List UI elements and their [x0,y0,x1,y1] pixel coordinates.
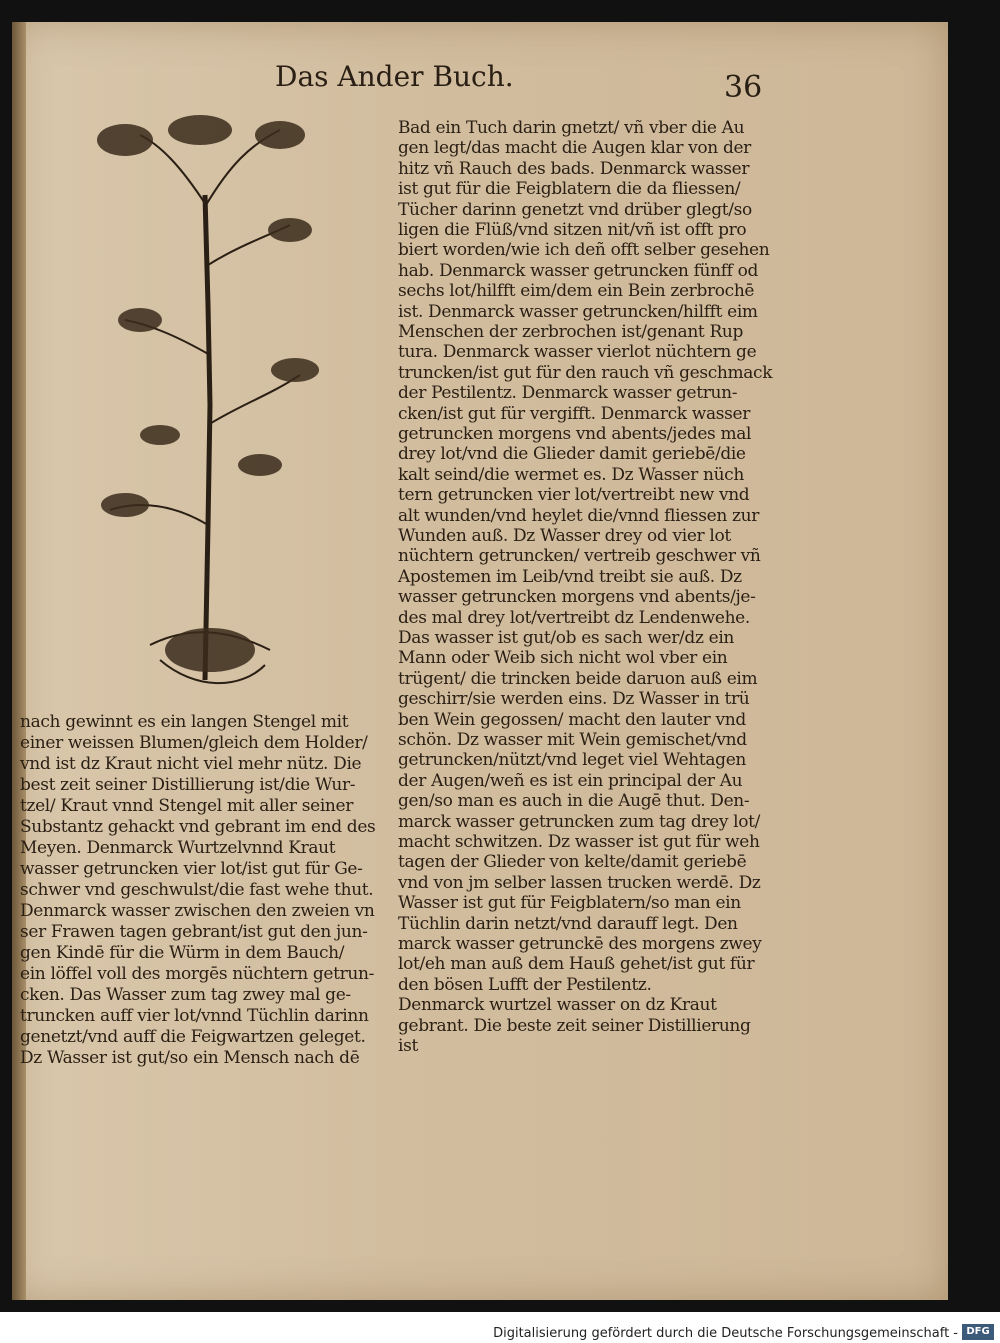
text-line: einer weissen Blumen/gleich dem Holder/ [20,733,368,753]
folio-number: 36 [724,70,763,105]
text-line: Menschen der zerbrochen ist/genant Rup [398,322,744,342]
plant-woodcut-icon [80,105,340,690]
text-line: gen/so man es auch in die Augē thut. Den- [398,791,750,812]
footer-credit: Digitalisierung gefördert durch die Deutsche Forschungsgemeinschaft - [493,1326,958,1341]
text-line: sechs lot/hilfft eim/dem ein Bein zerbrochē [398,281,755,302]
text-line: gen legt/das macht die Augen klar von der [398,138,751,159]
text-line: Tüchlin darin netzt/vnd darauff legt. Den [398,913,738,934]
page-spine [12,22,26,1300]
text-line: geschirr/sie werden eins. Dz Wasser in trü [398,689,750,710]
text-line: der Augen/weñ es ist ein principal der Au [398,770,743,791]
text-line: getruncken morgens vnd abents/jedes mal [398,424,752,444]
text-line: ben Wein gegossen/ macht den lauter vnd [398,709,746,730]
text-line: gen Kindē für die Würm in dem Bauch/ [20,943,345,963]
text-line: Apostemen im Leib/vnd treibt sie auß. Dz [398,566,742,587]
text-line: Tücher darinn genetzt vnd drüber glegt/so [398,199,752,220]
text-line: Denmarck wurtzel wasser on dz Kraut [398,995,717,1016]
text-line: vnd von jm selber lassen trucken werdē. Dz [398,872,761,893]
text-line: best zeit seiner Distillierung ist/die Wur- [20,775,356,795]
text-line: Bad ein Tuch darin gnetzt/ vñ vber die Au [398,118,745,138]
text-line: truncken/ist gut für den rauch vñ geschmack [398,362,773,383]
text-line: truncken auff vier lot/vnnd Tüchlin darinn [20,1006,369,1026]
text-line: ist gut für die Feigblatern die da fliessen/ [398,179,741,200]
text-line: nüchtern getruncken/ vertreib geschwer vñ [398,546,761,567]
running-head: Das Ander Buch. [275,60,514,93]
text-line: vnd ist dz Kraut nicht viel mehr nütz. Die [20,754,362,774]
text-line: den bösen Lufft der Pestilentz. [398,974,652,995]
text-line: trügent/ die trincken beide daruon auß eim [398,668,758,689]
text-line: alt wunden/vnd heylet die/vnnd fliessen zur [398,505,760,526]
text-line: hab. Denmarck wasser getruncken fünff od [398,260,759,281]
text-line: Meyen. Denmarck Wurtzelvnnd Kraut [20,838,336,858]
text-line: ligen die Flüß/vnd sitzen nit/vñ ist offt pro [398,220,747,240]
text-line: cken/ist gut für vergifft. Denmarck wasser [398,403,750,424]
text-line: ist [398,1036,418,1056]
text-line: tura. Denmarck wasser vierlot nüchtern ge [398,342,757,363]
text-line: der Pestilentz. Denmarck wasser getrun- [398,383,738,404]
text-line: Denmarck wasser zwischen den zweien vn [20,901,375,921]
text-line: hitz vñ Rauch des bads. Denmarck wasser [398,158,750,179]
text-line: Dz Wasser ist gut/so ein Mensch nach dē [20,1048,360,1068]
text-line: wasser getruncken morgens vnd abents/je- [398,587,756,608]
text-line: Das wasser ist gut/ob es sach wer/dz ein [398,628,735,648]
text-line: des mal drey lot/vertreibt dz Lendenwehe. [398,607,750,628]
text-line: wasser getruncken vier lot/ist gut für Ge- [20,859,363,879]
text-line: cken. Das Wasser zum tag zwey mal ge- [20,985,351,1005]
text-line: marck wasser getruncken zum tag drey lot/ [398,811,761,832]
text-line: ein löffel voll des morgēs nüchtern getrun- [20,964,374,984]
text-line: Mann oder Weib sich nicht wol vber ein [398,648,728,669]
text-line: macht schwitzen. Dz wasser ist gut für weh [398,832,760,852]
text-line: Wasser ist gut für Feigblatern/so man ein [398,893,741,914]
text-line: drey lot/vnd die Glieder damit geriebē/die [398,444,746,465]
text-line: genetzt/vnd auff die Feigwartzen geleget. [20,1027,366,1047]
text-line: gebrant. Die beste zeit seiner Distillierung [398,1015,751,1036]
text-line: kalt seind/die wermet es. Dz Wasser nüch [398,464,744,485]
text-line: ser Frawen tagen gebrant/ist gut den jun- [20,922,368,942]
text-line: tern getruncken vier lot/vertreibt new vnd [398,485,750,506]
text-line: tzel/ Kraut vnnd Stengel mit aller seiner [20,796,354,816]
text-line: getruncken/nützt/vnd leget viel Wehtagen [398,750,747,771]
dfg-logo: DFG [962,1324,994,1340]
text-line: schwer vnd geschwulst/die fast wehe thut. [20,880,374,900]
text-line: nach gewinnt es ein langen Stengel mit [20,712,349,732]
text-line: lot/eh man auß dem Hauß gehet/ist gut für [398,954,755,975]
text-line: ist. Denmarck wasser getruncken/hilfft eim [398,301,758,322]
text-line: schön. Dz wasser mit Wein gemischet/vnd [398,730,747,750]
text-line: tagen der Glieder von kelte/damit geriebē [398,852,747,873]
text-line: Substantz gehackt vnd gebrant im end des [20,817,376,837]
text-line: biert worden/wie ich deñ offt selber gesehen [398,240,770,261]
text-line: Wunden auß. Dz Wasser drey od vier lot [398,526,731,546]
text-line: marck wasser getrunckē des morgens zwey [398,934,762,954]
